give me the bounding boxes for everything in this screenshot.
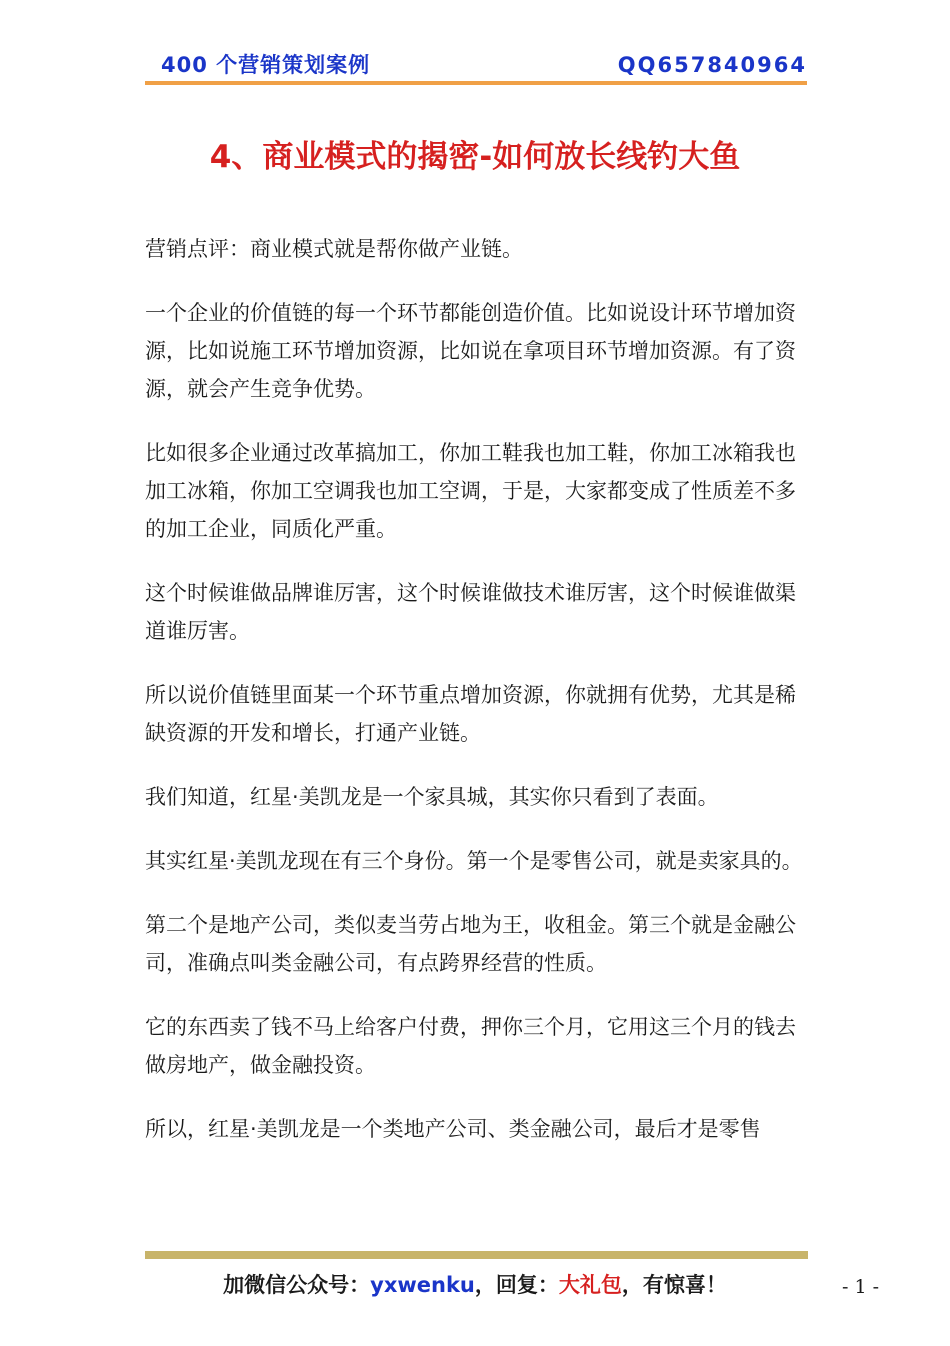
paragraph: 一个企业的价值链的每一个环节都能创造价值。比如说设计环节增加资源，比如说施工环节增加资源，比如说在拿项目环节增加资源。有了资源，就会产生竞争优势。 xyxy=(145,301,796,401)
paragraph: 所以说价值链里面某一个环节重点增加资源，你就拥有优势，尤其是稀缺资源的开发和增长，打通产业链。 xyxy=(145,683,796,745)
page-header xyxy=(145,50,807,80)
paragraph: 所以，红星·美凯龙是一个类地产公司、类金融公司，最后才是零售 xyxy=(145,1117,761,1141)
header-contact-qq: QQ657840964 xyxy=(617,53,807,77)
footer-suffix: ，有惊喜！ xyxy=(621,1273,727,1297)
footer-promo xyxy=(0,1268,950,1302)
footer-wechat-handle: yxwenku xyxy=(370,1273,475,1297)
document-title: 4、商业模式的揭密-如何放长线钓大鱼 xyxy=(209,139,741,175)
paragraph: 我们知道，红星·美凯龙是一个家具城，其实你只看到了表面。 xyxy=(145,785,719,809)
paragraph: 这个时候谁做品牌谁厉害，这个时候谁做技术谁厉害，这个时候谁做渠道谁厉害。 xyxy=(145,581,796,643)
footer-divider xyxy=(145,1251,808,1259)
header-divider xyxy=(145,81,807,85)
footer-middle: ，回复： xyxy=(474,1273,559,1297)
header-series-title: 400 个营销策划案例 xyxy=(161,53,371,77)
paragraph: 第二个是地产公司，类似麦当劳占地为王，收租金。第三个就是金融公司，准确点叫类金融公司，有点跨界经营的性质。 xyxy=(145,913,796,975)
footer-gift-keyword: 大礼包 xyxy=(558,1273,622,1297)
page-number: - 1 - xyxy=(842,1276,880,1298)
paragraph: 其实红星·美凯龙现在有三个身份。第一个是零售公司，就是卖家具的。 xyxy=(145,849,803,873)
paragraph: 比如很多企业通过改革搞加工，你加工鞋我也加工鞋，你加工冰箱我也加工冰箱，你加工空调我也加工空调，于是，大家都变成了性质差不多的加工企业，同质化严重。 xyxy=(145,441,796,541)
article-body xyxy=(145,230,810,1174)
paragraph: 它的东西卖了钱不马上给客户付费，押你三个月，它用这三个月的钱去做房地产，做金融投资。 xyxy=(145,1015,796,1077)
footer-prefix: 加微信公众号： xyxy=(223,1273,371,1297)
paragraph: 营销点评：商业模式就是帮你做产业链。 xyxy=(145,237,523,261)
